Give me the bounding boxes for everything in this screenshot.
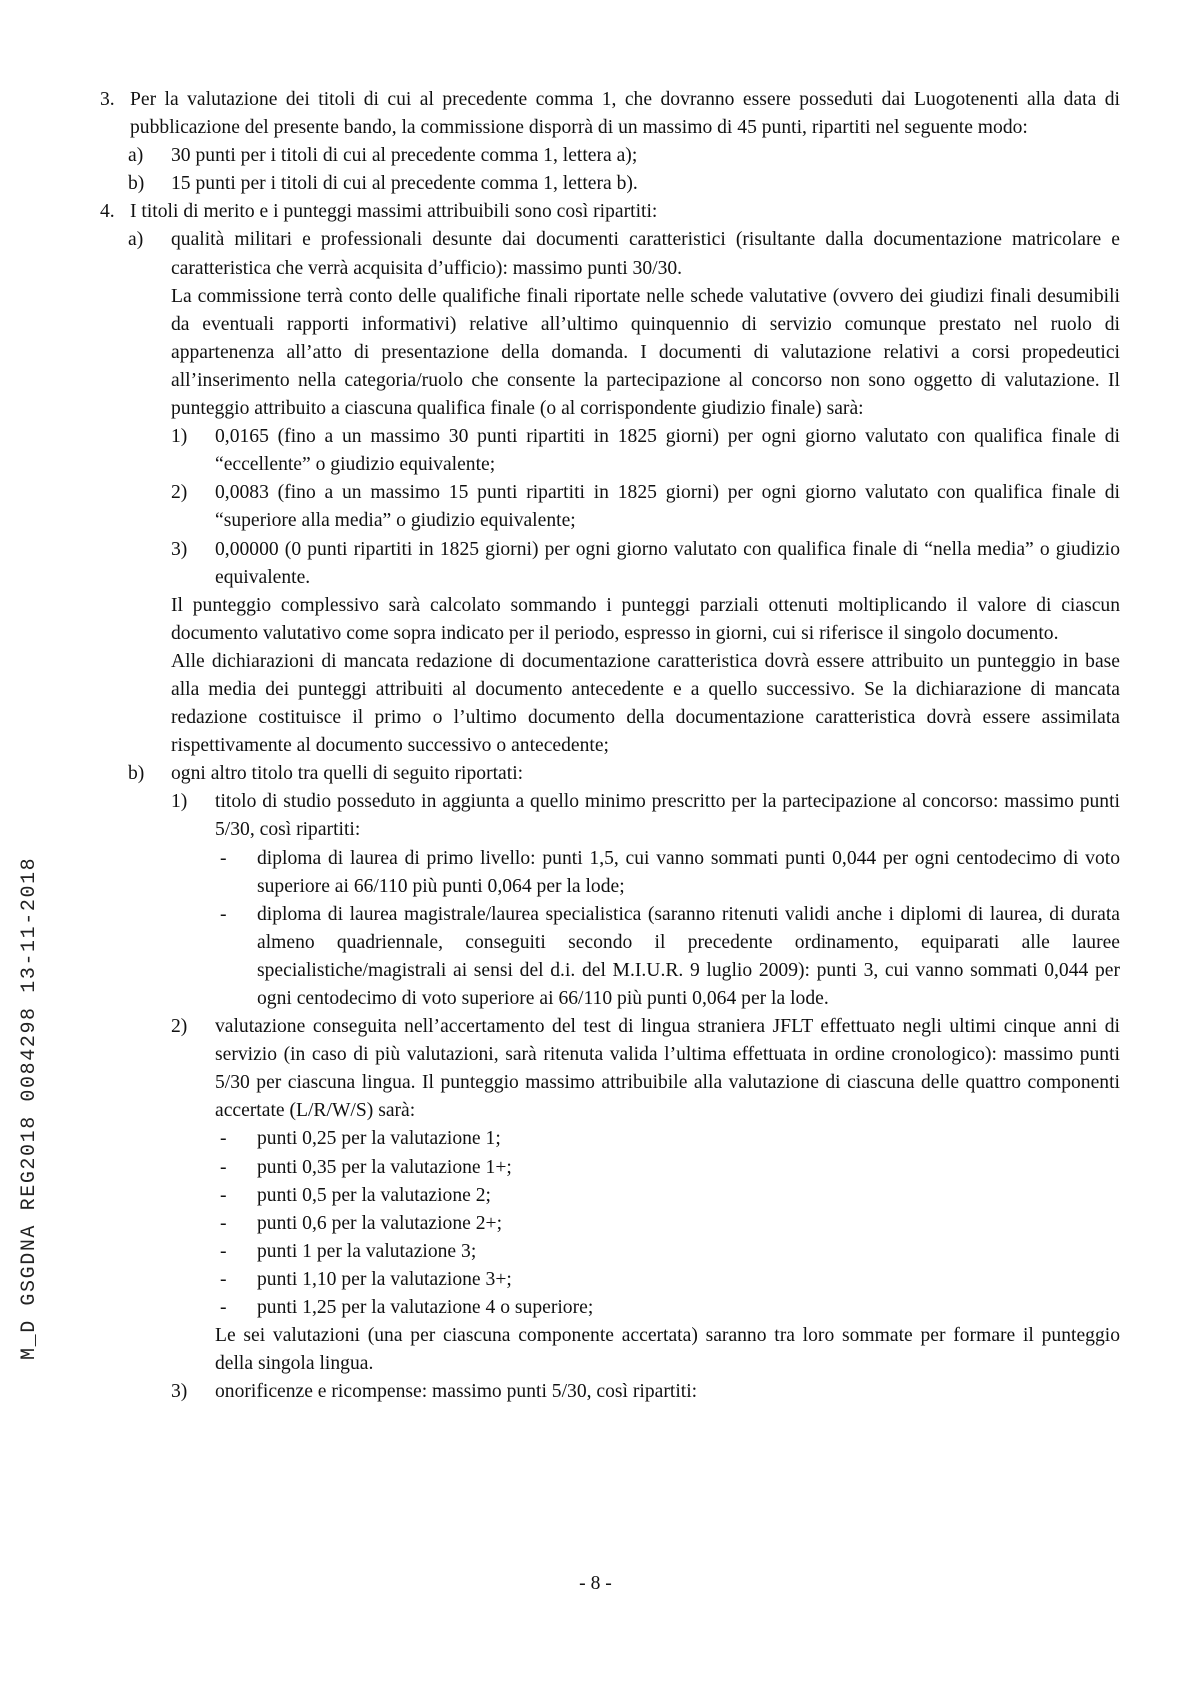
jflt-score-2plus xyxy=(100,1210,1120,1238)
clause-text: onorificenze e ricompense: massimo punti 5/30, così ripartiti: xyxy=(215,1381,698,1403)
clause-text: punti 0,6 per la valutazione 2+; xyxy=(257,1212,503,1234)
clause-text: punti 1 per la valutazione 3; xyxy=(257,1240,477,1262)
titolo-di-studio xyxy=(100,788,1120,844)
score-superiore xyxy=(100,479,1120,535)
bullet-dash: - xyxy=(220,1268,227,1290)
clause-marker: a) xyxy=(128,229,144,251)
clause-text: valutazione conseguita nell’accertamento del test di lingua straniera JFLT effettuato negli ultimi cinque anni di servizio (in caso di più valutazioni, sarà ritenuta valida l’ultima effettuata in ordine cronologico): massimo punti 5/30 per ciascuna lingua. Il punteggio massimo attribuibile alla valutazione di ciascuna delle quattro componenti accertate (L/R/W/S) sarà: xyxy=(215,1016,1120,1122)
bullet-dash: - xyxy=(220,1184,227,1206)
clause-text: punti 1,25 per la valutazione 4 o superiore; xyxy=(257,1297,594,1319)
clause-3-b xyxy=(100,170,1120,198)
clause-text: punti 1,10 per la valutazione 3+; xyxy=(257,1268,512,1290)
score-eccellente xyxy=(100,423,1120,479)
clause-marker: 1) xyxy=(171,426,188,448)
jflt-score-4 xyxy=(100,1294,1120,1322)
clause-text: 15 punti per i titoli di cui al precedente comma 1, lettera b). xyxy=(171,173,638,195)
onorificenze-ricompense xyxy=(100,1378,1120,1406)
clause-text: Per la valutazione dei titoli di cui al precedente comma 1, che dovranno essere posseduti dai Luogotenenti alla data di pubblicazione del presente bando, la commissione disporrà di un massimo di 45 punti, ripartiti nel seguente modo: xyxy=(130,89,1120,139)
jflt-score-3plus xyxy=(100,1266,1120,1294)
jflt-score-1plus xyxy=(100,1154,1120,1182)
bullet-dash: - xyxy=(220,847,227,869)
clause-text: I titoli di merito e i punteggi massimi attribuibili sono così ripartiti: xyxy=(130,201,658,223)
clause-text: titolo di studio posseduto in aggiunta a quello minimo prescritto per la partecipazione al concorso: massimo punti 5/30, così ripartiti: xyxy=(215,791,1120,841)
laurea-magistrale xyxy=(100,901,1120,1013)
bullet-dash: - xyxy=(220,1240,227,1262)
clause-text: 0,00000 (0 punti ripartiti in 1825 giorni) per ogni giorno valutato con qualifica finale di “nella media” o giudizio equivalente. xyxy=(215,538,1120,588)
clause-marker: 3) xyxy=(171,1381,188,1403)
score-nella-media xyxy=(100,536,1120,592)
jflt-score-3 xyxy=(100,1238,1120,1266)
bullet-dash: - xyxy=(220,1128,227,1150)
bullet-dash: - xyxy=(220,1156,227,1178)
clause-marker: 2) xyxy=(171,1016,188,1038)
clause-marker: 1) xyxy=(171,791,188,813)
clause-text: 0,0165 (fino a un massimo 30 punti ripartiti in 1825 giorni) per ogni giorno valutato con qualifica finale di “eccellente” o giudizio equivalente; xyxy=(215,426,1120,476)
clause-3-a xyxy=(100,142,1120,170)
valutazione-jflt xyxy=(100,1013,1120,1125)
clause-text: ogni altro titolo tra quelli di seguito riportati: xyxy=(171,763,524,785)
clause-text: punti 0,5 per la valutazione 2; xyxy=(257,1184,491,1206)
clause-4-a xyxy=(100,226,1120,282)
clause-marker: b) xyxy=(128,173,145,195)
bullet-dash: - xyxy=(220,903,227,925)
clause-3 xyxy=(100,86,1120,142)
clause-marker: 2) xyxy=(171,482,188,504)
clause-marker: a) xyxy=(128,145,144,167)
protocol-stamp: M_D GSGDNA REG2018 0084298 13-11-2018 xyxy=(18,856,41,1360)
paragraph-punteggio: Il punteggio complessivo sarà calcolato sommando i punteggi parziali ottenuti moltiplicando il valore di ciascun documento valutativo come sopra indicato per il periodo, espresso in giorni, cui si riferisce il singolo documento. xyxy=(171,594,1120,644)
paragraph-sei-valutazioni: Le sei valutazioni (una per ciascuna componente accertata) saranno tra loro sommate per formare il punteggio della singola lingua. xyxy=(215,1325,1120,1375)
page-number: - 8 - xyxy=(579,1573,612,1594)
clause-text: punti 0,35 per la valutazione 1+; xyxy=(257,1156,512,1178)
clause-marker: 4. xyxy=(100,201,115,223)
document-body xyxy=(100,86,1120,1406)
paragraph-qualifiche: La commissione terrà conto delle qualifiche finali riportate nelle schede valutative (ovvero dei giudizi finali desumibili da eventuali rapporti informativi) relative all’ultimo quinquennio di servizio comunque prestato nel ruolo di appartenenza all’atto di presentazione della domanda. I documenti di valutazione relativi a corsi propedeutici all’inserimento nella categoria/ruolo che consente la partecipazione al concorso non sono oggetto di valutazione. Il punteggio attribuito a ciascuna qualifica finale (o al corrispondente giudizio finale) sarà: xyxy=(171,285,1120,420)
bullet-dash: - xyxy=(220,1297,227,1319)
jflt-score-1 xyxy=(100,1125,1120,1153)
laurea-primo-livello xyxy=(100,845,1120,901)
clause-text: punti 0,25 per la valutazione 1; xyxy=(257,1128,501,1150)
jflt-score-2 xyxy=(100,1182,1120,1210)
clause-text: diploma di laurea di primo livello: punti 1,5, cui vanno sommati punti 0,044 per ogni centodecimo di voto superiore ai 66/110 più punti 0,064 per la lode; xyxy=(257,847,1120,897)
clause-text: 0,0083 (fino a un massimo 15 punti ripartiti in 1825 giorni) per ogni giorno valutato con qualifica finale di “superiore alla media” o giudizio equivalente; xyxy=(215,482,1120,532)
clause-marker: 3) xyxy=(171,538,188,560)
clause-text: qualità militari e professionali desunte dai documenti caratteristici (risultante dalla documentazione matricolare e caratteristica che verrà acquisita d’ufficio): massimo punti 30/30. xyxy=(171,229,1120,279)
clause-text: 30 punti per i titoli di cui al precedente comma 1, lettera a); xyxy=(171,145,638,167)
clause-4-b xyxy=(100,760,1120,788)
clause-text: diploma di laurea magistrale/laurea specialistica (saranno ritenuti validi anche i diplomi di laurea, di durata almeno quadriennale, conseguiti secondo il precedente ordinamento, equiparati alle lauree specialistiche/magistrali ai sensi del d.i. del M.I.U.R. 9 luglio 2009): punti 3, cui vanno sommati 0,044 per ogni centodecimo di voto superiore ai 66/110 più punti 0,064 per la lode. xyxy=(257,903,1120,1009)
paragraph-mancata-redazione: Alle dichiarazioni di mancata redazione di documentazione caratteristica dovrà essere attribuito un punteggio in base alla media dei punteggi attribuiti al documento antecedente e a quello successivo. Se la dichiarazione di mancata redazione costituisce il primo o l’ultimo documento della documentazione caratteristica dovrà essere assimilata rispettivamente al documento successivo o antecedente; xyxy=(171,650,1120,757)
clause-marker: b) xyxy=(128,763,145,785)
bullet-dash: - xyxy=(220,1212,227,1234)
clause-4 xyxy=(100,198,1120,226)
clause-marker: 3. xyxy=(100,89,115,110)
